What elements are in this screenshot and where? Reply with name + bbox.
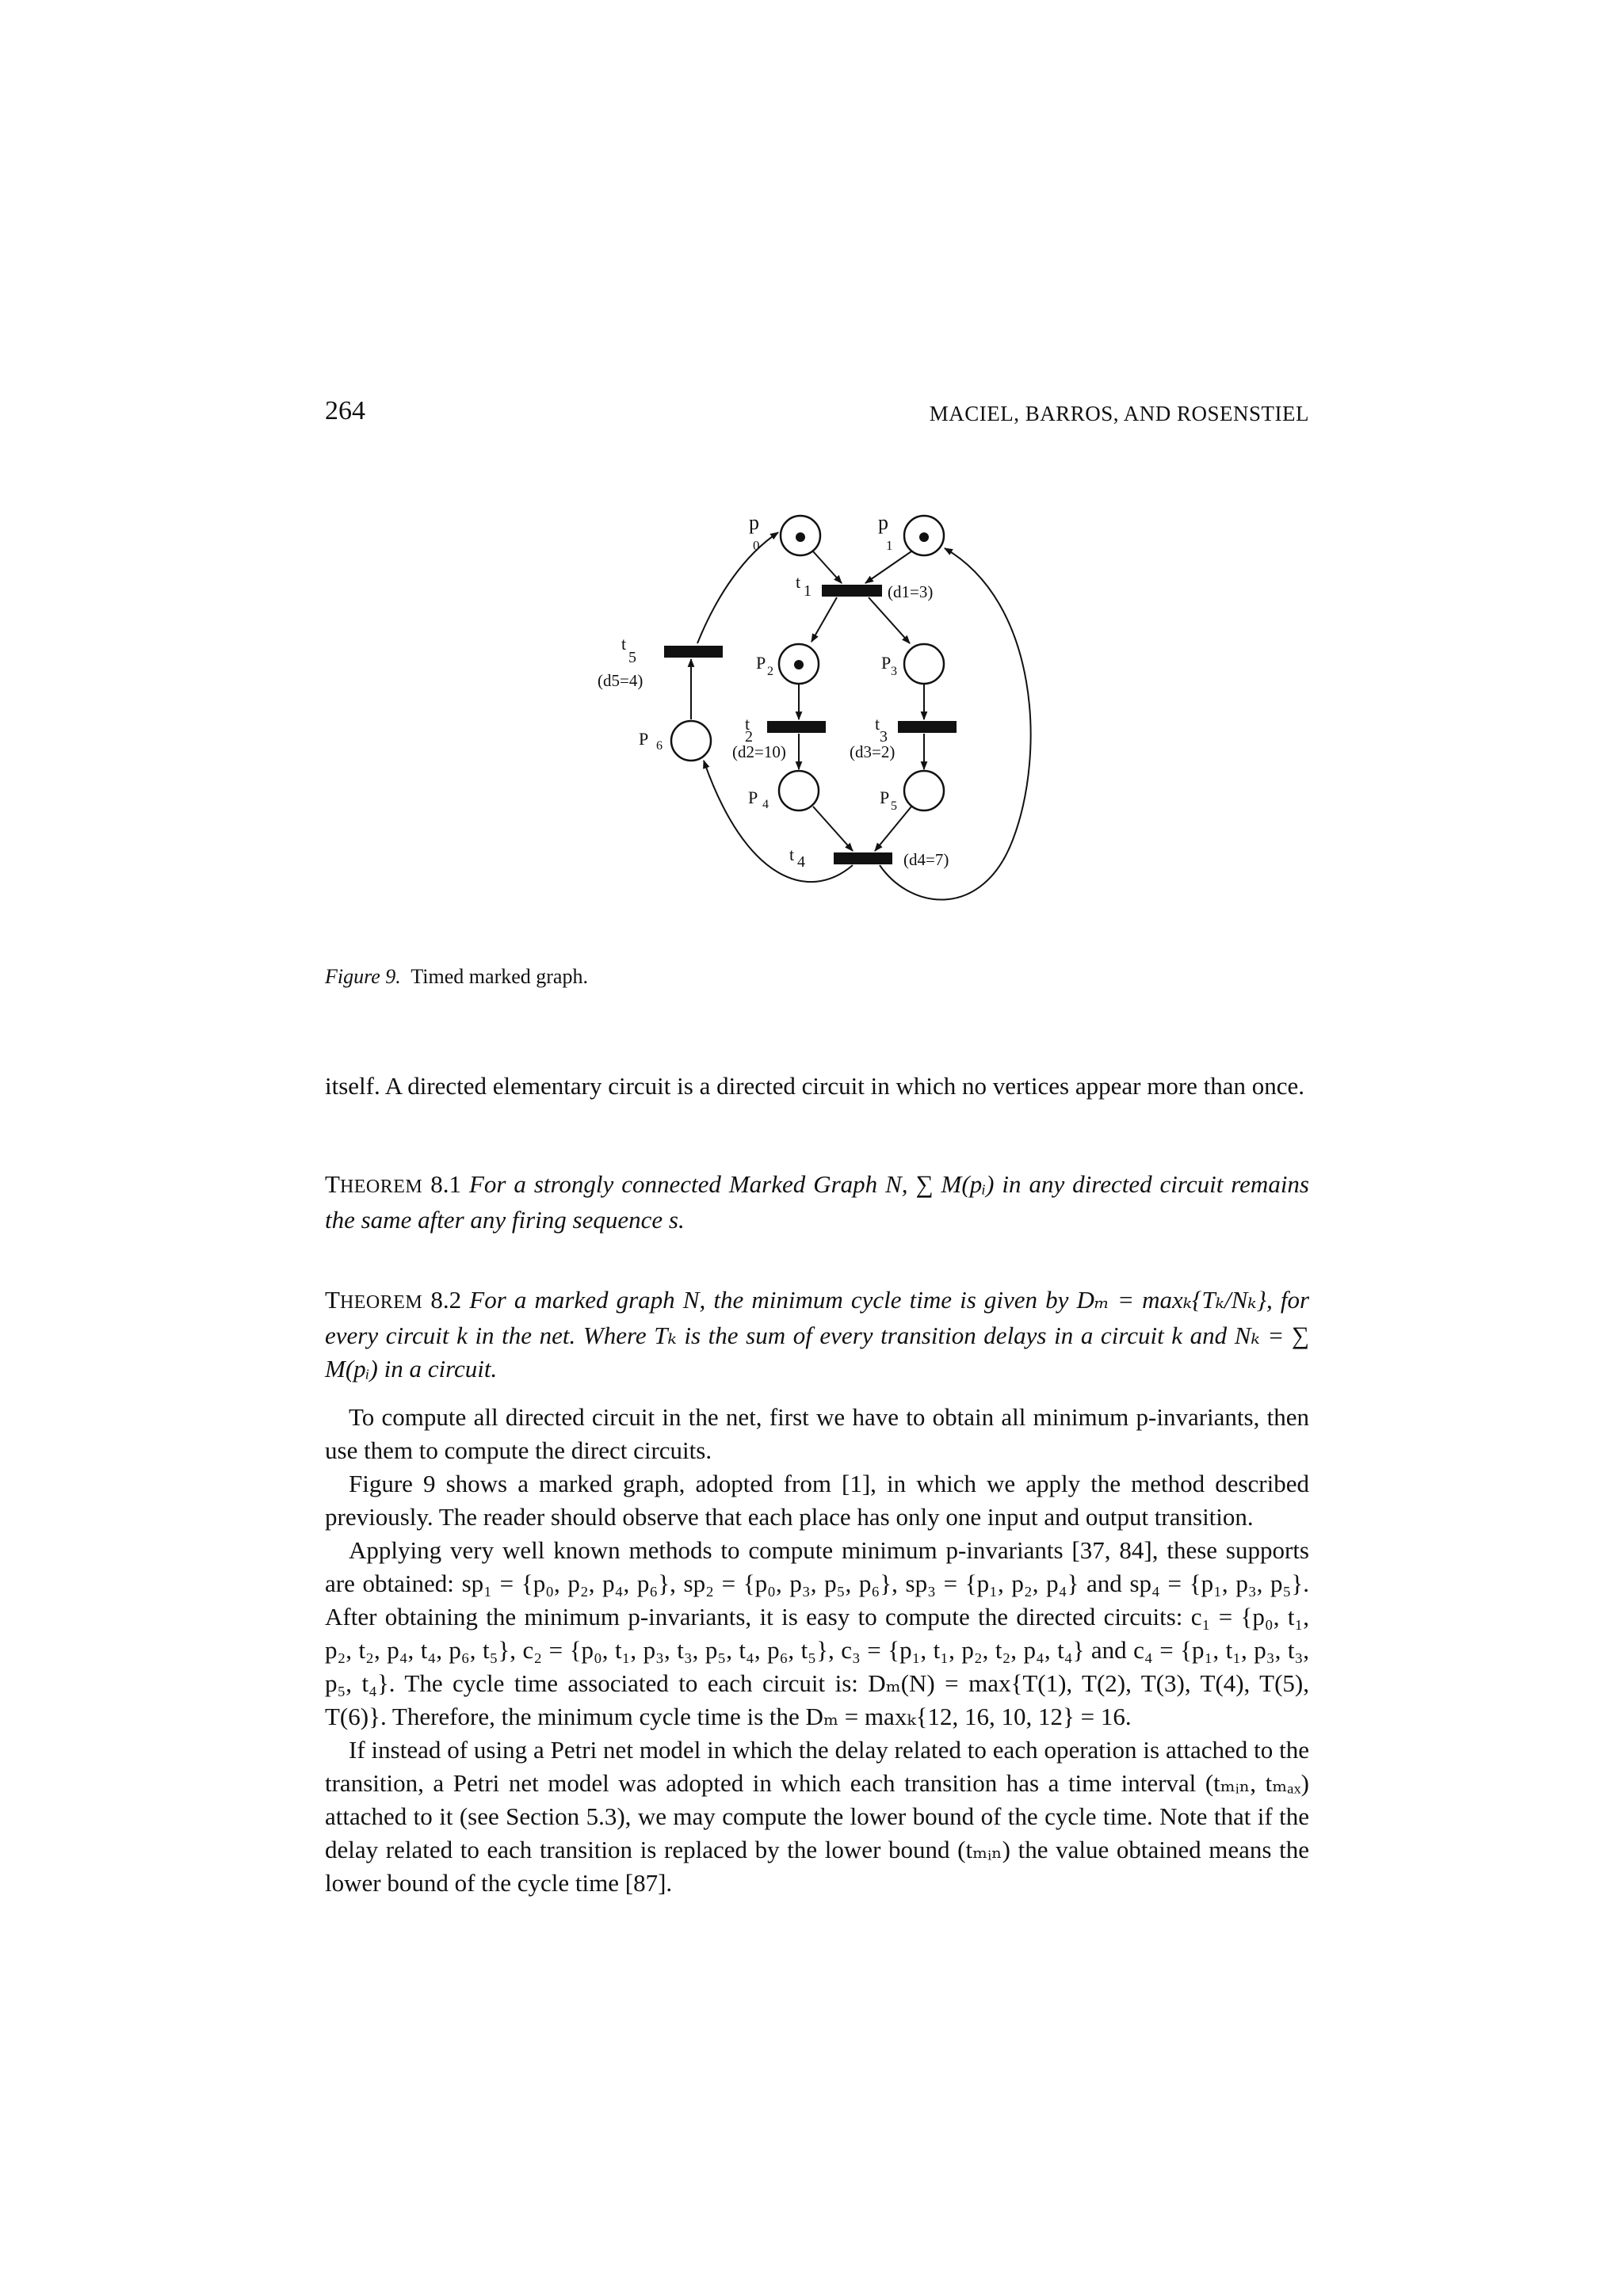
- paragraph-circuit-definition: [325, 1070, 1309, 1103]
- label-t5: t: [621, 634, 627, 654]
- figure-caption: [325, 965, 588, 989]
- page-number: 264: [325, 396, 365, 425]
- theorem-number: 8.2: [430, 1286, 462, 1314]
- arc-t1-p3: [869, 597, 910, 643]
- label-t4-delay: (d4=7): [903, 850, 949, 869]
- label-t4-index: 4: [797, 853, 805, 871]
- theorem-8-1: [325, 1168, 1309, 1237]
- paragraph-text: itself. A directed elementary circuit is a directed circuit in which no vertices appear more than once.: [325, 1072, 1305, 1100]
- place-p4: [779, 771, 819, 810]
- paragraph-compute-circuits: To compute all directed circuit in the net, first we have to obtain all minimum p-invariants, then use them to compute the direct circuits.: [325, 1403, 1309, 1464]
- theorem-label-initial: T: [325, 1170, 340, 1198]
- arc-p5-t4: [875, 807, 911, 851]
- label-p3-index: 3: [891, 665, 897, 678]
- theorem-body: For a strongly connected Marked Graph N, ∑ M(pᵢ) in any directed circuit remains the same after any firing sequence s.: [325, 1170, 1309, 1234]
- label-t2-delay: (d2=10): [732, 742, 786, 761]
- label-t1-index: 1: [804, 582, 812, 600]
- label-p5-index: 5: [891, 799, 897, 813]
- label-p6: P: [639, 729, 649, 749]
- label-p4-index: 4: [762, 798, 769, 811]
- label-t5-index: 5: [628, 649, 636, 666]
- label-t1-delay: (d1=3): [888, 582, 934, 601]
- token-p1: [919, 532, 929, 542]
- arc-p4-t4: [813, 807, 853, 851]
- label-p0: p: [749, 511, 759, 534]
- paragraph-figure-reference: Figure 9 shows a marked graph, adopted from [1], in which we apply the method described previously. The reader should observe that each place has only one input and output transition.: [325, 1470, 1309, 1531]
- place-p5: [904, 771, 944, 810]
- theorem-8-2: [325, 1283, 1309, 1386]
- theorem-body: For a marked graph N, the minimum cycle time is given by Dₘ = maxₖ{Tₖ/Nₖ}, for every circuit k in the net. Where Tₖ is the sum of every transition delays in a circuit k and Nₖ = ∑ M(pᵢ) in a circuit.: [325, 1286, 1310, 1383]
- label-t5-delay: (d5=4): [598, 671, 643, 690]
- petri-net-figure: [0, 0, 1623, 951]
- label-t3-index: 3: [880, 728, 888, 746]
- label-p1-index: 1: [886, 538, 893, 553]
- theorem-label-rest: HEOREM: [339, 1292, 423, 1313]
- label-t3: t: [875, 714, 880, 734]
- transition-t1: [822, 585, 882, 597]
- transition-t4: [834, 852, 892, 864]
- arc-p0-t1: [813, 551, 842, 583]
- label-t2: t: [745, 714, 750, 734]
- label-t3-delay: (d3=2): [850, 742, 896, 761]
- running-head: MACIEL, BARROS, AND ROSENSTIEL: [929, 402, 1309, 425]
- place-p3: [904, 644, 944, 684]
- theorem-label-initial: T: [325, 1286, 340, 1314]
- label-p0-index: 0: [753, 538, 760, 553]
- theorem-number: 8.1: [430, 1170, 461, 1198]
- label-p5: P: [880, 788, 890, 807]
- arc-t5-p0: [697, 532, 778, 643]
- figure-caption-text: Timed marked graph.: [411, 965, 588, 988]
- label-p2: P: [756, 653, 766, 673]
- token-p0: [796, 532, 805, 542]
- label-t1: t: [796, 572, 801, 592]
- body-paragraphs: [325, 1401, 1309, 1900]
- transition-t5: [664, 646, 723, 658]
- arc-t1-p2: [812, 597, 837, 642]
- transition-t2: [767, 721, 826, 733]
- label-p4: P: [748, 788, 758, 807]
- label-t2-index: 2: [745, 728, 753, 746]
- label-p3: P: [881, 653, 892, 673]
- theorem-label-rest: HEOREM: [339, 1177, 423, 1197]
- label-t4: t: [789, 845, 795, 864]
- paragraph-lower-bound: If instead of using a Petri net model in which the delay related to each operation is attached to the transition, a Petri net model was adopted in which each transition has a time interval (tₘᵢₙ, tₘₐₓ) attached to it (see Section 5.3), we may compute the lower bound of the cycle time. Note that if the delay related to each transition is replaced by the lower bound (tₘᵢₙ) the value obtained means the lower bound of the cycle time [87].: [325, 1736, 1309, 1897]
- arc-t4-p6: [704, 761, 853, 882]
- figure-caption-label: Figure 9.: [325, 965, 401, 988]
- place-p6: [671, 721, 711, 761]
- label-p1: p: [878, 511, 888, 534]
- token-p2: [794, 660, 804, 669]
- label-p6-index: 6: [656, 739, 663, 753]
- paragraph-p-invariants: Applying very well known methods to compute minimum p-invariants [37, 84], these supports are obtained: sp₁ = {p₀, p₂, p₄, p₆}, sp₂ = {p₀, p₃, p₅, p₆}, sp₃ = {p₁, p₂, p₄} and sp₄ = {p₁, p₃, p₅}. After obtaining the minimum p-invariants, it is easy to compute the directed circuits: c₁ = {p₀, t₁, p₂, t₂, p₄, t₄, p₆, t₅}, c₂ = {p₀, t₁, p₃, t₃, p₅, t₄, p₆, t₅}, c₃ = {p₁, t₁, p₂, t₂, p₄, t₄} and c₄ = {p₁, t₁, p₃, t₃, p₅, t₄}. The cycle time associated to each circuit is: Dₘ(N) = max{T(1), T(2), T(3), T(4), T(5), T(6)}. Therefore, the minimum cycle time is the Dₘ = maxₖ{12, 16, 10, 12} = 16.: [325, 1536, 1309, 1730]
- transition-t3: [898, 721, 957, 733]
- label-p2-index: 2: [767, 665, 773, 678]
- arc-p1-t1: [865, 551, 911, 583]
